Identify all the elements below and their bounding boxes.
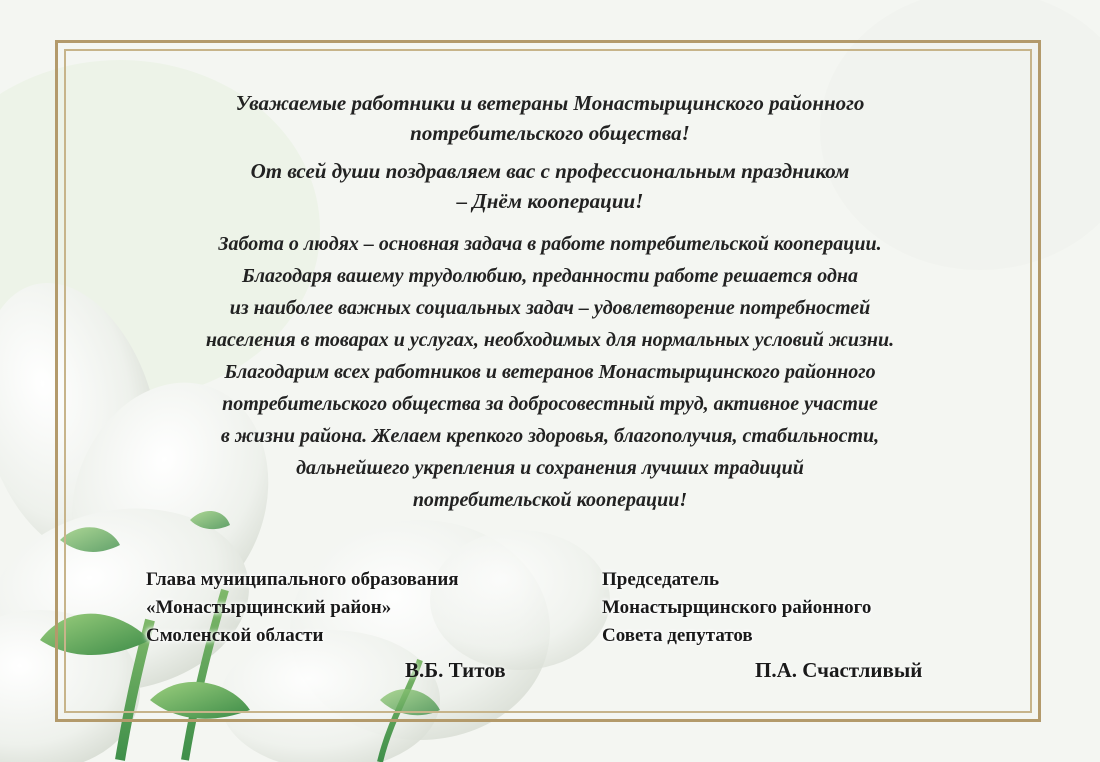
right-signatory-title [602,566,871,650]
signatory-title-line: Смоленской области [146,625,324,646]
congrats-line: – Днём кооперации! [456,189,644,213]
signatory-title-line: Совета депутатов [602,625,753,646]
signatory-title-line: Монастырщинского районного [602,597,872,618]
body-line: Благодарим всех работников и ветеранов Монастырщинского районного [224,361,876,383]
signatory-title-line: Глава муниципального образования [146,569,459,590]
greeting-line: потребительского общества! [410,121,690,145]
greeting-text-block [80,88,1020,516]
left-signatory-title [146,566,459,650]
body-line: потребительского общества за добросовестный труд, активное участие [222,393,878,415]
body-line: Благодаря вашему трудолюбию, преданности работе решается одна [241,265,859,287]
body-paragraph [80,228,1020,516]
greeting-heading [80,88,1020,148]
right-signatory-name: П.А. Счастливый [755,658,923,682]
congrats-heading [80,156,1020,216]
body-line: из наиболее важных социальных задач – удовлетворение потребностей [229,297,871,319]
congrats-line: От всей души поздравляем вас с профессиональным праздником [250,159,850,183]
body-line: населения в товарах и услугах, необходимых для нормальных условий жизни. [205,329,895,351]
signatory-title-line: Председатель [602,569,720,590]
signatory-title-line: «Монастырщинский район» [146,597,392,618]
left-signatory-name: В.Б. Титов [405,658,506,682]
body-line: Забота о людях – основная задача в работе потребительской кооперации. [218,233,882,255]
body-line: дальнейшего укрепления и сохранения лучших традиций [296,457,804,479]
body-line: в жизни района. Желаем крепкого здоровья, благополучия, стабильности, [220,425,880,447]
greeting-line: Уважаемые работники и ветераны Монастырщинского районного [235,91,865,115]
body-line: потребительской кооперации! [412,489,688,511]
